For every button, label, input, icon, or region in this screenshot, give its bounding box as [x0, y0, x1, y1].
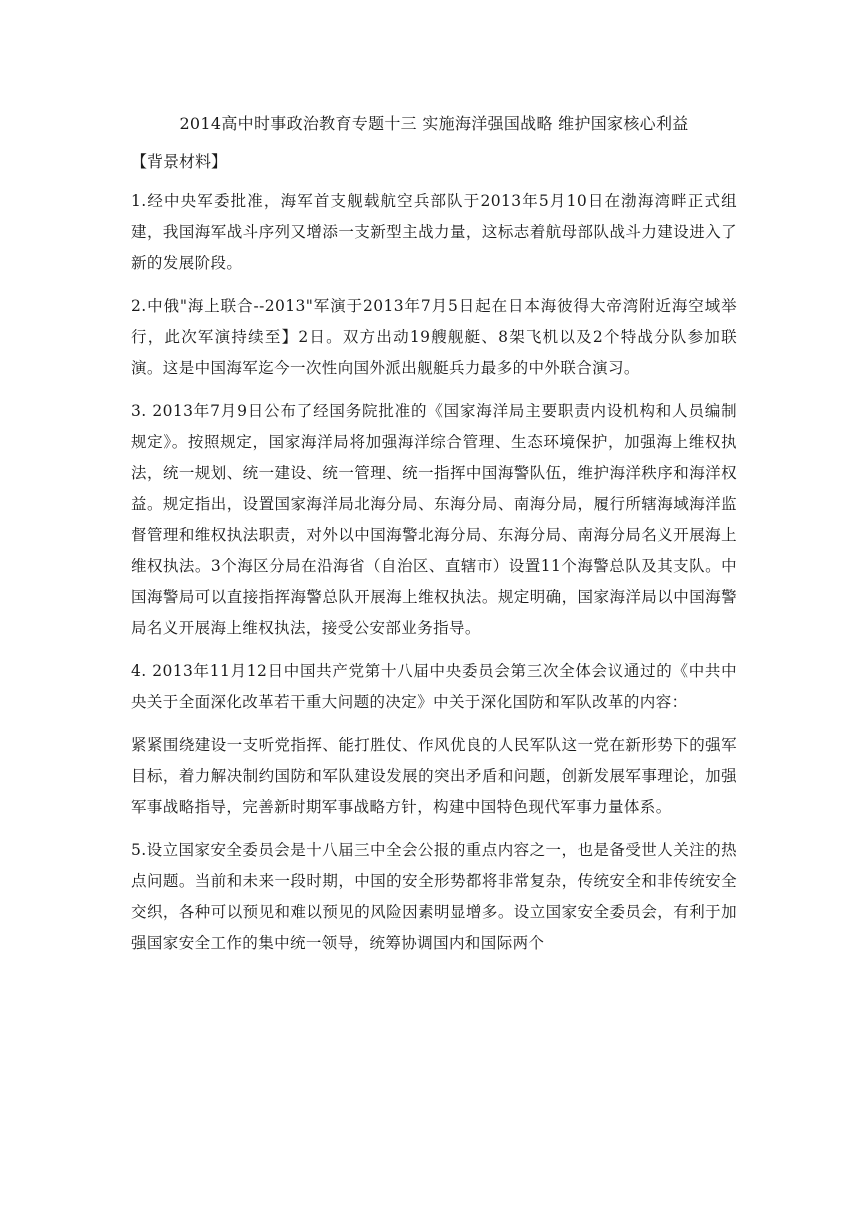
section-label: 【背景材料】 [131, 152, 228, 171]
document-body [131, 112, 737, 971]
paragraph-5: 5.设立国家安全委员会是十八届三中全会公报的重点内容之一，也是备受世人关注的热点问题。当前和未来一段时期，中国的安全形势都将非常复杂，传统安全和非传统安全交织，各种可以预见和难以预见的风险因素明显增多。设立国家安全委员会，有利于加强国家安全工作的集中统一领导，统筹协调国内和国际两个 [131, 841, 737, 952]
paragraph-3: 3. 2013年7月9日公布了经国务院批准的《国家海洋局主要职责内设机构和人员编制规定》。按照规定，国家海洋局将加强海洋综合管理、生态环境保护，加强海上维权执法，统一规划、统一建设、统一管理、统一指挥中国海警队伍，维护海洋秩序和海洋权益。规定指出，设置国家海洋局北海分局、东海分局、南海分局，履行所辖海域海洋监督管理和维权执法职责，对外以中国海警北海分局、东海分局、南海分局名义开展海上维权执法。3个海区分局在沿海省（自治区、直辖市）设置11个海警总队及其支队。中国海警局可以直接指挥海警总队开展海上维权执法。规定明确，国家海洋局以中国海警局名义开展海上维权执法，接受公安部业务指导。 [131, 402, 737, 637]
paragraph-4: 4. 2013年11月12日中国共产党第十八届中央委员会第三次全体会议通过的《中共中央关于全面深化改革若干重大问题的决定》中关于深化国防和军队改革的内容： [131, 662, 737, 711]
paragraph-1: 1.经中央军委批准，海军首支舰载航空兵部队于2013年5月10日在渤海湾畔正式组建，我国海军战斗序列又增添一支新型主战力量，这标志着航母部队战斗力建设进入了新的发展阶段。 [131, 192, 737, 272]
paragraph-2: 2.中俄"海上联合--2013"军演于2013年7月5日起在日本海彼得大帝湾附近海空域举行，此次军演持续至】2日。双方出动19艘舰艇、8架飞机以及2个特战分队参加联演。这是中国海军迄今一次性向国外派出舰艇兵力最多的中外联合演习。 [131, 297, 737, 377]
paragraph-4-content: 紧紧围绕建设一支听党指挥、能打胜仗、作风优良的人民军队这一党在新形势下的强军目标，着力解决制约国防和军队建设发展的突出矛盾和问题，创新发展军事理论，加强军事战略指导，完善新时期军事战略方针，构建中国特色现代军事力量体系。 [131, 736, 737, 816]
document-title: 2014高中时事政治教育专题十三 实施海洋强国战略 维护国家核心利益 [179, 114, 689, 133]
